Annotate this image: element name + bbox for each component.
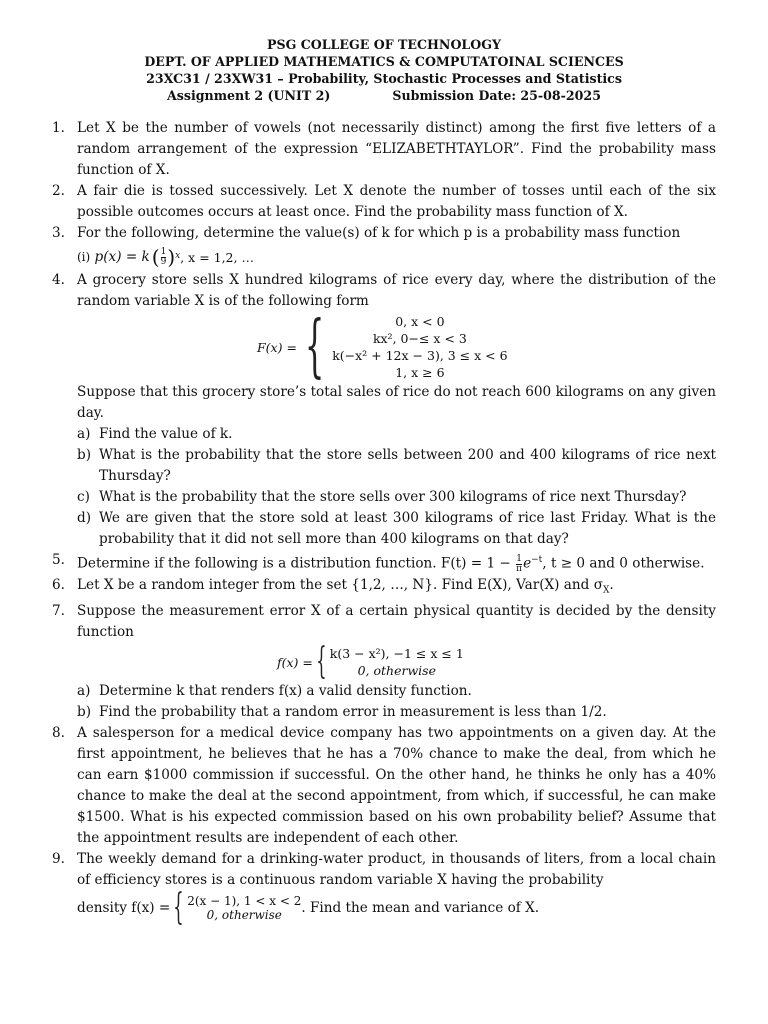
subpart-label: b) xyxy=(77,704,92,721)
subpart-label: b) xyxy=(77,447,92,463)
left-paren: ( xyxy=(151,244,160,269)
left-brace: { xyxy=(173,887,184,929)
question-3 xyxy=(52,223,716,270)
assignment-line xyxy=(0,87,768,104)
exp-base: e xyxy=(523,555,532,572)
exponent: x xyxy=(175,251,181,261)
period: . xyxy=(609,576,614,593)
question-2 xyxy=(52,181,716,223)
case-line: 1, x ≥ 6 xyxy=(395,365,445,380)
piecewise-cases xyxy=(170,887,302,929)
function-lhs: F(x) = xyxy=(257,339,297,355)
question-6 xyxy=(52,575,716,602)
case-line: k(3 − x²), −1 ≤ x ≤ 1 xyxy=(329,646,464,662)
fraction xyxy=(161,248,167,267)
piecewise-cases xyxy=(330,645,464,679)
distribution-function xyxy=(257,307,716,386)
formula-tail: , x = 1,2, … xyxy=(180,249,254,265)
part-label: (i) xyxy=(77,249,91,264)
question-number: 9. xyxy=(52,851,65,868)
subpart-label: a) xyxy=(77,426,91,442)
question-text: Let X be the number of vowels (not necessarily distinct) among the first five letters of a random arrangement of the expression “ELIZABETHTAYLOR”. Find the probability mass function of X. xyxy=(77,120,716,178)
subpart-d xyxy=(77,508,716,550)
subpart-text: Find the probability that a random error in measurement is less than 1/2. xyxy=(99,704,607,721)
subpart-b xyxy=(77,445,716,487)
case-line: 0, otherwise xyxy=(206,908,282,923)
case-line: kx², 0−≤ x < 3 xyxy=(372,331,467,346)
case-line: 0, otherwise xyxy=(357,663,436,679)
subpart-a xyxy=(77,681,716,702)
left-brace: { xyxy=(316,641,327,683)
function-lhs: f(x) = xyxy=(277,654,313,670)
question-text: Let X be a random integer from the set {1,2, …, N}. Find E(X), Var(X) and σ xyxy=(77,576,603,593)
question-number: 7. xyxy=(52,603,65,620)
question-1 xyxy=(52,118,716,181)
question-7 xyxy=(52,601,716,723)
subpart-text: What is the probability that the store sells between 200 and 400 kilograms of rice next Thursday? xyxy=(99,447,716,484)
fraction-numerator: 1 xyxy=(516,553,522,564)
question-9 xyxy=(52,849,716,929)
question-number: 1. xyxy=(52,120,65,136)
question-text: Determine if the following is a distribution function. F(t) = 1 − xyxy=(77,555,511,572)
subpart-label: d) xyxy=(77,510,92,526)
question-list xyxy=(52,118,716,929)
subscript: X xyxy=(602,585,610,596)
question-number: 8. xyxy=(52,725,65,742)
question-number: 3. xyxy=(52,225,65,241)
case-line: 2(x − 1), 1 < x < 2 xyxy=(187,894,302,909)
case-line: k(−x² + 12x − 3), 3 ≤ x < 6 xyxy=(332,348,508,363)
question-5 xyxy=(52,550,716,575)
fraction-denominator: 9 xyxy=(160,256,167,267)
subpart-label: a) xyxy=(77,683,91,700)
question-number: 5. xyxy=(52,552,65,568)
left-brace: { xyxy=(304,307,325,386)
submission-date: Submission Date: 25-08-2025 xyxy=(392,88,601,103)
question-4 xyxy=(52,270,716,550)
subpart-text: What is the probability that the store sells over 300 kilograms of rice next Thursday? xyxy=(99,489,687,505)
density-line xyxy=(77,887,716,929)
piecewise-cases xyxy=(332,313,507,381)
question-number: 2. xyxy=(52,183,65,199)
fraction-denominator: π xyxy=(516,563,523,574)
density-tail: . Find the mean and variance of X. xyxy=(301,899,540,916)
question-text: A fair die is tossed successively. Let X denote the number of tosses until each of the six possible outcomes occurs at least once. Find the probability mass function of X. xyxy=(77,183,716,220)
question-number: 6. xyxy=(52,576,65,593)
question-text: For the following, determine the value(s) of k for which p is a probability mass function xyxy=(77,225,681,241)
question-text: The weekly demand for a drinking-water product, in thousands of liters, from a local chain of efficiency stores is a continuous random variable X having the probability xyxy=(77,851,716,889)
right-paren: ) xyxy=(167,244,176,269)
question-8 xyxy=(52,723,716,849)
formula-lhs: p(x) = k xyxy=(94,248,150,265)
subpart-text: Determine k that renders f(x) a valid density function. xyxy=(99,683,472,700)
assignment-title: Assignment 2 (UNIT 2) xyxy=(167,88,331,103)
question-number: 4. xyxy=(52,272,65,288)
subpart-a xyxy=(77,424,716,445)
college-name: PSG COLLEGE OF TECHNOLOGY xyxy=(267,37,501,52)
question-text: Suppose the measurement error X of a certain physical quantity is decided by the density function xyxy=(77,603,716,641)
case-line: 0, x < 0 xyxy=(395,314,445,329)
subpart-b xyxy=(77,702,716,723)
question-text: A grocery store sells X hundred kilograms of rice every day, where the distribution of the random variable X is of the following form xyxy=(77,272,716,309)
fraction-numerator: 1 xyxy=(160,246,167,257)
subpart-c xyxy=(77,487,716,508)
course-title: 23XC31 / 23XW31 – Probability, Stochastic Processes and Statistics xyxy=(146,71,622,86)
question-text-tail: , t ≥ 0 and 0 otherwise. xyxy=(542,555,705,572)
fraction xyxy=(516,555,522,574)
document-header xyxy=(0,36,768,104)
subpart-label: c) xyxy=(77,489,90,505)
question-continuation: Suppose that this grocery store’s total sales of rice do not reach 600 kilograms on any given day. xyxy=(77,384,716,421)
exponent: −t xyxy=(531,555,543,565)
pmf-formula xyxy=(77,244,716,270)
density-lead: density f(x) = xyxy=(77,899,171,916)
question-text: A salesperson for a medical device company has two appointments on a given day. At the first appointment, he believes that he has a 70% chance to make the deal, from which he can earn $1000 commission if successful. On the other hand, he thinks he only has a 40% chance to make the deal at the second appointment, from which, if successful, he can make $1500. What is his expected commission based on his own probability belief? Assume that the appointment results are independent of each other. xyxy=(77,725,716,847)
density-function xyxy=(277,643,716,681)
subpart-text: We are given that the store sold at least 300 kilograms of rice last Friday. What is the probability that it did not sell more than 400 kilograms on that day? xyxy=(99,510,716,547)
department-name: DEPT. OF APPLIED MATHEMATICS & COMPUTATOINAL SCIENCES xyxy=(144,54,624,69)
subpart-text: Find the value of k. xyxy=(99,426,233,442)
